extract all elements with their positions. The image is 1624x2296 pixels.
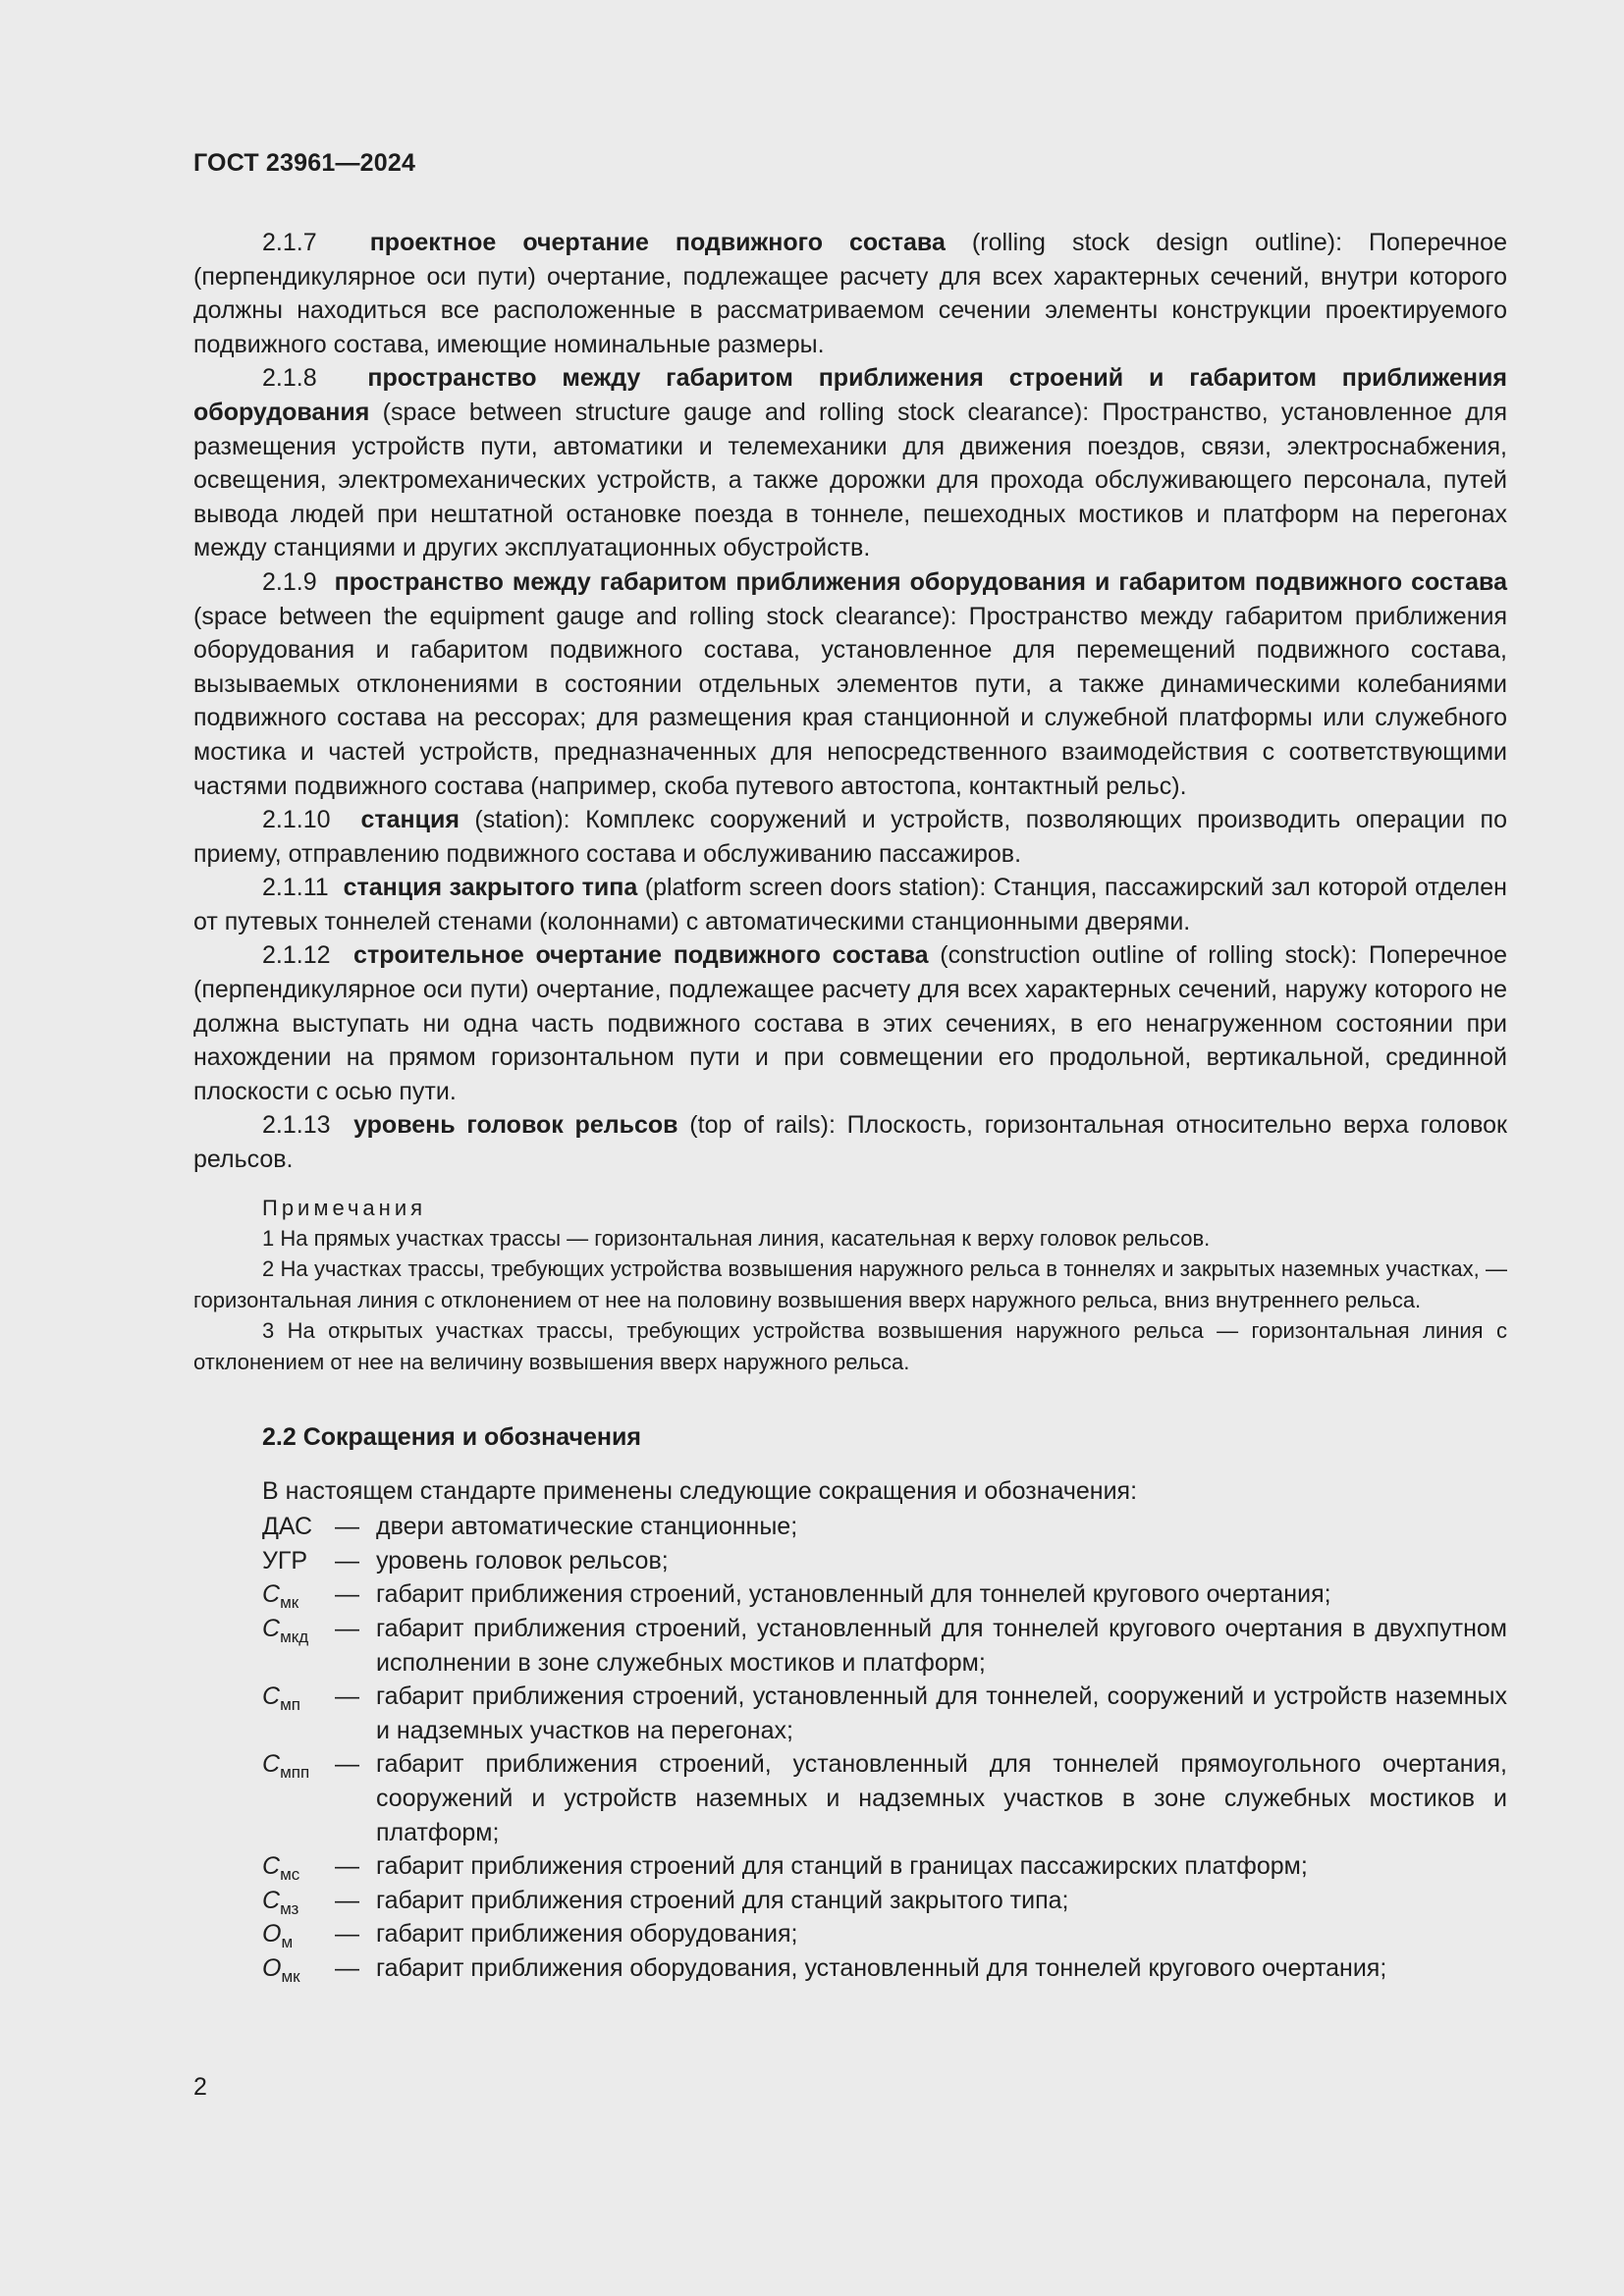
notes-title: Примечания [262, 1195, 427, 1220]
dash-separator: — [335, 1615, 359, 1643]
dash-separator: — [335, 1513, 359, 1541]
abbreviation-symbol: $С_{мз}$ [262, 1886, 299, 1918]
abbreviation-symbol: $С_{мкд}$ [262, 1615, 309, 1647]
note-item: 1 На прямых участках трассы — горизонтальная линия, касательная к верху головок рельсов. [262, 1226, 1211, 1252]
abbreviation-symbol: $О_м$ [262, 1920, 294, 1952]
definition-term: пространство между габаритом приближения оборудования и габаритом подвижного состава [334, 567, 1507, 596]
abbreviation-row [193, 1577, 1507, 1612]
abbreviation-definition: габарит приближения оборудования, установленный для тоннелей кругового очертания; [376, 1953, 1387, 1982]
definition-number: 2.1.11 [262, 874, 329, 902]
note-item: 3 На открытых участках трассы, требующих устройства возвышения наружного рельса — горизонтальная линия с отклонением от нее на величину возвышения вверх наружного рельса. [193, 1318, 1507, 1374]
abbreviation-symbol: $О_{мк}$ [262, 1953, 300, 1986]
definition-item [193, 871, 1507, 938]
notes-block [193, 1193, 1507, 1377]
definition-text: (platform screen doors station): Станция, пассажирский зал которой отделен от путевых тоннелей стенами (колоннами) с автоматическими станционными дверями. [193, 874, 1507, 935]
abbreviation-row [193, 1680, 1507, 1747]
definition-term: проектное очертание подвижного состава [369, 229, 946, 256]
page-number: 2 [193, 2073, 207, 2101]
definition-number: 2.1.8 [262, 364, 317, 393]
definition-term: станция [360, 806, 460, 834]
abbreviation-definition: габарит приближения строений, установленный для тоннелей кругового очертания в двухпутном исполнении в зоне служебных мостиков и платформ; [376, 1615, 1507, 1677]
abbreviation-definition: габарит приближения строений для станций в границах пассажирских платформ; [376, 1852, 1308, 1881]
abbreviation-symbol: УГР [262, 1546, 308, 1575]
abbreviation-definition: габарит приближения строений для станций закрытого типа; [376, 1886, 1069, 1914]
dash-separator: — [335, 1682, 359, 1711]
abbreviation-row [193, 1884, 1507, 1918]
dash-separator: — [335, 1852, 359, 1881]
abbreviation-symbol: $С_{мк}$ [262, 1580, 299, 1613]
dash-separator: — [335, 1886, 359, 1914]
definition-term: пространство между габаритом приближения строений и габаритом приближения оборудования [193, 364, 1507, 426]
abbreviation-row [193, 1747, 1507, 1849]
document-header: ГОСТ 23961—2024 [193, 149, 416, 177]
abbreviation-definition: габарит приближения строений, установленный для тоннелей кругового очертания; [376, 1580, 1331, 1609]
abbreviation-symbol: $С_{мс}$ [262, 1852, 300, 1885]
definition-term: станция закрытого типа [343, 874, 638, 902]
definition-text: (rolling stock design outline): Поперечное (перпендикулярное оси пути) очертание, подлежащее расчету для всех характерных сечений, внутри которого должны находиться все расположенные в рассматриваемом сечении элементы конструкции проектируемого подвижного состава, имеющие номинальные размеры. [193, 229, 1507, 358]
dash-separator: — [335, 1750, 359, 1779]
document-body [193, 226, 1507, 1986]
definition-number: 2.1.9 [262, 567, 317, 596]
abbreviation-row [193, 1612, 1507, 1680]
definition-item [193, 361, 1507, 565]
definitions-list [193, 226, 1507, 1177]
abbreviation-row [193, 1849, 1507, 1884]
abbreviation-definition: габарит приближения строений, установленный для тоннелей прямоугольного очертания, сооружений и устройств наземных и надземных участков в зоне служебных мостиков и платформ; [376, 1750, 1507, 1846]
abbreviation-definition: габарит приближения строений, установленный для тоннелей, сооружений и устройств наземных и надземных участков на перегонах; [376, 1682, 1507, 1744]
definition-item [193, 803, 1507, 871]
definition-item [193, 938, 1507, 1108]
abbreviation-row [193, 1917, 1507, 1951]
definition-text: (space between structure gauge and rolling stock clearance): Пространство, установленное для размещения устройств пути, автоматики и телемеханики для движения поездов, связи, электроснабжения, освещения, электромеханических устройств, а также дорожки для прохода обслуживающего персонала, путей вывода людей при нештатной остановке поезда в тоннеле, пешеходных мостиков и платформ на перегонах между станциями и других эксплуатационных обустройств. [193, 398, 1507, 562]
definition-number: 2.1.12 [262, 941, 331, 970]
abbreviation-row [193, 1951, 1507, 1986]
definition-item [193, 226, 1507, 361]
definition-number: 2.1.13 [262, 1111, 331, 1140]
definition-text: (space between the equipment gauge and rolling stock clearance): Пространство между габаритом приближения оборудования и габаритом подвижного состава, установленное для перемещений подвижного состава, вызываемых отклонениями в состоянии отдельных элементов пути, а также динамическими колебаниями подвижного состава на рессорах; для размещения края станционной и служебной платформы или служебного мостика и частей устройств, предназначенных для непосредственного взаимодействия с соответствующими частями подвижного состава (например, скоба путевого автостопа, контактный рельс). [193, 602, 1507, 800]
section-intro: В настоящем стандарте применены следующие сокращения и обозначения: [262, 1476, 1138, 1505]
abbreviation-symbol: ДАС [262, 1513, 313, 1541]
note-item: 2 На участках трассы, требующих устройства возвышения наружного рельса в тоннелях и закрытых наземных участках, — горизонтальная линия с отклонением от нее на половину возвышения вверх наружного рельса, вниз внутреннего рельса. [193, 1256, 1507, 1312]
abbreviation-row [193, 1510, 1507, 1544]
abbreviation-symbol: $С_{мпп}$ [262, 1750, 310, 1783]
abbreviation-definition: двери автоматические станционные; [376, 1513, 798, 1541]
definition-text: (station): Комплекс сооружений и устройств, позволяющих производить операции по приему, отправлению подвижного состава и обслуживанию пассажиров. [193, 806, 1507, 868]
abbreviation-row [193, 1544, 1507, 1578]
definition-number: 2.1.7 [262, 229, 317, 256]
definition-item [193, 565, 1507, 803]
definition-term: уровень головок рельсов [353, 1111, 678, 1140]
abbreviation-definition: габарит приближения оборудования; [376, 1920, 798, 1949]
definition-text: (top of rails): Плоскость, горизонтальная относительно верха головок рельсов. [193, 1111, 1507, 1174]
dash-separator: — [335, 1546, 359, 1575]
dash-separator: — [335, 1953, 359, 1982]
dash-separator: — [335, 1920, 359, 1949]
abbreviation-definition: уровень головок рельсов; [376, 1546, 669, 1575]
definition-term: строительное очертание подвижного состава [353, 941, 929, 970]
definition-number: 2.1.10 [262, 806, 331, 834]
section-title: 2.2 Сокращения и обозначения [262, 1423, 641, 1452]
definition-item [193, 1108, 1507, 1176]
dash-separator: — [335, 1580, 359, 1609]
abbreviation-symbol: $С_{мп}$ [262, 1682, 300, 1715]
definition-text: (construction outline of rolling stock): Поперечное (перпендикулярное оси пути) очертание, подлежащее расчету для всех характерных сечений, наружу которого не должна выступать ни одна часть подвижного состава в этих сечениях, в его ненагруженном состоянии при нахождении на прямом горизонтальном пути и при совмещении его продольной, вертикальной, срединной плоскости с осью пути. [193, 941, 1507, 1105]
abbreviations-list [193, 1510, 1507, 1985]
